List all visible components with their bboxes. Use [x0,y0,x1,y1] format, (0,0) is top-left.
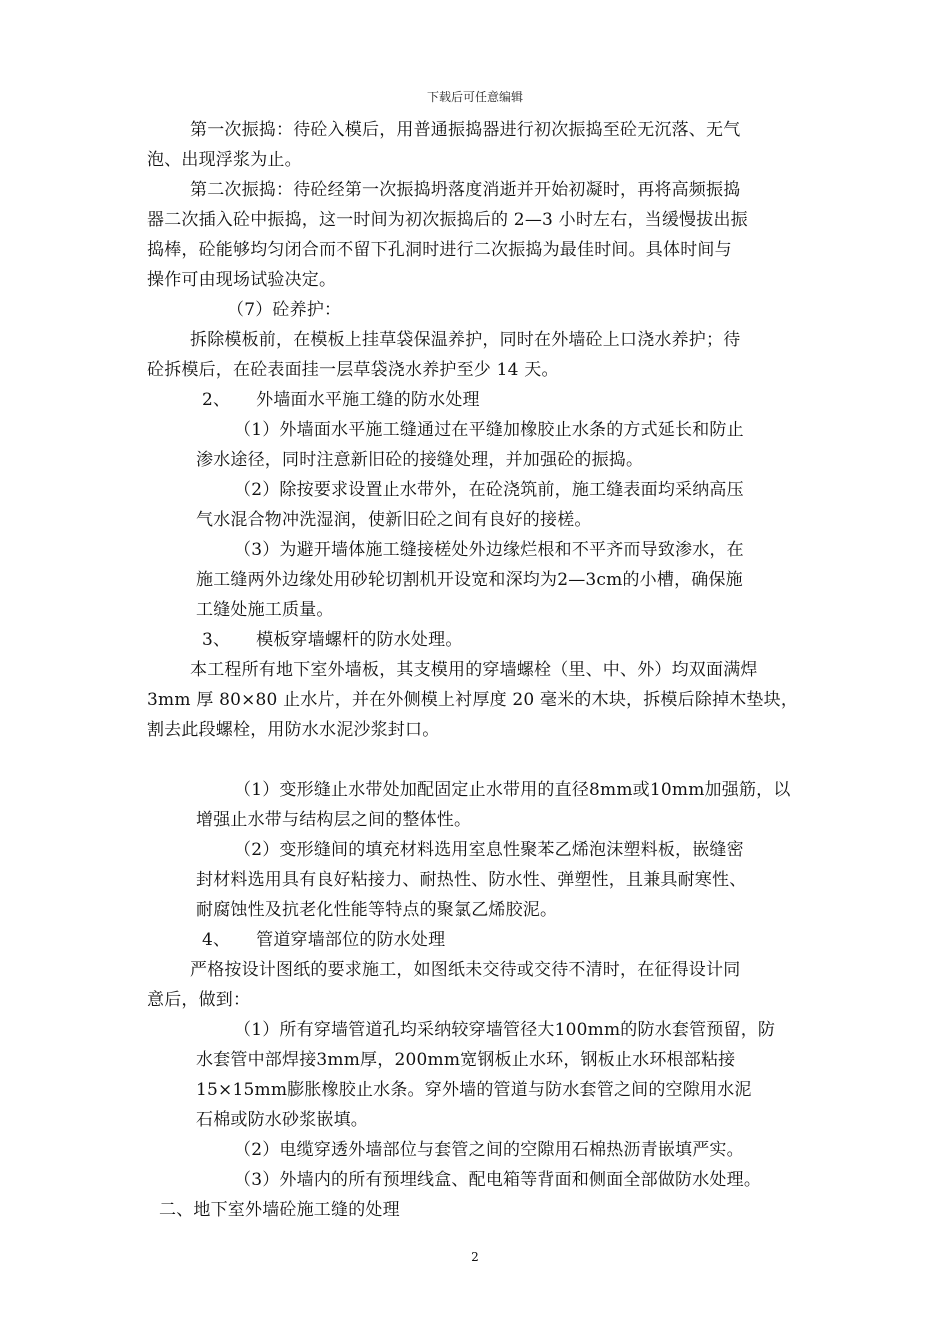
paragraph-line: 砼拆模后，在砼表面挂一层草袋浇水养护至少 14 天。 [147,360,559,380]
paragraph-line: 3mm 厚 80×80 止水片，并在外侧模上衬厚度 20 毫米的木块，拆模后除掉木垫块， [147,690,799,710]
paragraph-line: 增强止水带与结构层之间的整体性。 [196,810,472,830]
paragraph-line: 严格按设计图纸的要求施工，如图纸未交待或交待不清时，在征得设计同 [190,960,741,980]
section-heading: 3、 模板穿墙螺杆的防水处理。 [202,630,463,650]
chapter-heading: 二、地下室外墙砼施工缝的处理 [159,1200,400,1220]
paragraph-line: 操作可由现场试验决定。 [147,270,337,290]
paragraph-line: 石棉或防水砂浆嵌填。 [196,1110,368,1130]
paragraph-line: 封材料选用具有良好粘接力、耐热性、防水性、弹塑性，且兼具耐寒性、 [196,870,747,890]
paragraph-line: 第二次振捣：待砼经第一次振捣坍落度消逝并开始初凝时，再将高频振捣 [190,180,741,200]
paragraph-line: 水套管中部焊接3mm厚，200mm宽钢板止水环，钢板止水环根部粘接 [196,1050,736,1070]
paragraph-line: 第一次振捣：待砼入模后，用普通振捣器进行初次振捣至砼无沉落、无气 [190,120,741,140]
paragraph-line: （1）变形缝止水带处加配固定止水带用的直径8mm或10mm加强筋，以 [234,780,791,800]
paragraph-line: 器二次插入砼中振捣，这一时间为初次振捣后的 2—3 小时左右，当缓慢拔出振 [147,210,748,230]
paragraph-line: 气水混合物冲洗湿润，使新旧砼之间有良好的接槎。 [196,510,592,530]
paragraph-line: 捣棒，砼能够均匀闭合而不留下孔洞时进行二次振捣为最佳时间。具体时间与 [147,240,732,260]
paragraph-line: （3）为避开墙体施工缝接槎处外边缘烂根和不平齐而导致渗水，在 [234,540,744,560]
paragraph-line: （3）外墙内的所有预埋线盒、配电箱等背面和侧面全部做防水处理。 [234,1170,762,1190]
paragraph-line: 耐腐蚀性及抗老化性能等特点的聚氯乙烯胶泥。 [196,900,558,920]
section-heading: 2、 外墙面水平施工缝的防水处理 [202,390,480,410]
paragraph-line: （2）除按要求设置止水带外，在砼浇筑前，施工缝表面均采纳高压 [234,480,744,500]
paragraph-line: 拆除模板前，在模板上挂草袋保温养护，同时在外墙砼上口浇水养护；待 [190,330,741,350]
page-header: 下载后可任意编辑 [426,90,523,104]
section-heading: 4、 管道穿墙部位的防水处理 [202,930,446,950]
paragraph-line: 割去此段螺栓，用防水水泥沙浆封口。 [147,720,440,740]
paragraph-line: 工缝处施工质量。 [196,600,334,620]
paragraph-line: 渗水途径，同时注意新旧砼的接缝处理，并加强砼的振捣。 [196,450,644,470]
paragraph-line: （1）外墙面水平施工缝通过在平缝加橡胶止水条的方式延长和防止 [234,420,744,440]
paragraph-gap [147,748,819,778]
paragraph-line: 本工程所有地下室外墙板，其支模用的穿墙螺栓（里、中、外）均双面满焊 [190,660,758,680]
paragraph-line: （1）所有穿墙管道孔均采纳较穿墙管径大100mm的防水套管预留，防 [234,1020,776,1040]
page-number: 2 [471,1250,479,1264]
paragraph-line: 15×15mm膨胀橡胶止水条。穿外墙的管道与防水套管之间的空隙用水泥 [196,1080,752,1100]
paragraph-line: 意后，做到： [147,990,251,1010]
paragraph-line: （2）变形缝间的填充材料选用室息性聚苯乙烯泡沫塑料板，嵌缝密 [234,840,744,860]
paragraph-line: 泡、出现浮浆为止。 [147,150,302,170]
paragraph-line: （2）电缆穿透外墙部位与套管之间的空隙用石棉热沥青嵌填严实。 [234,1140,744,1160]
document-body [147,118,819,1228]
paragraph-line: 施工缝两外边缘处用砂轮切割机开设宽和深均为2—3cm的小槽，确保施 [196,570,743,590]
subsection-heading: （7）砼养护： [227,300,342,320]
